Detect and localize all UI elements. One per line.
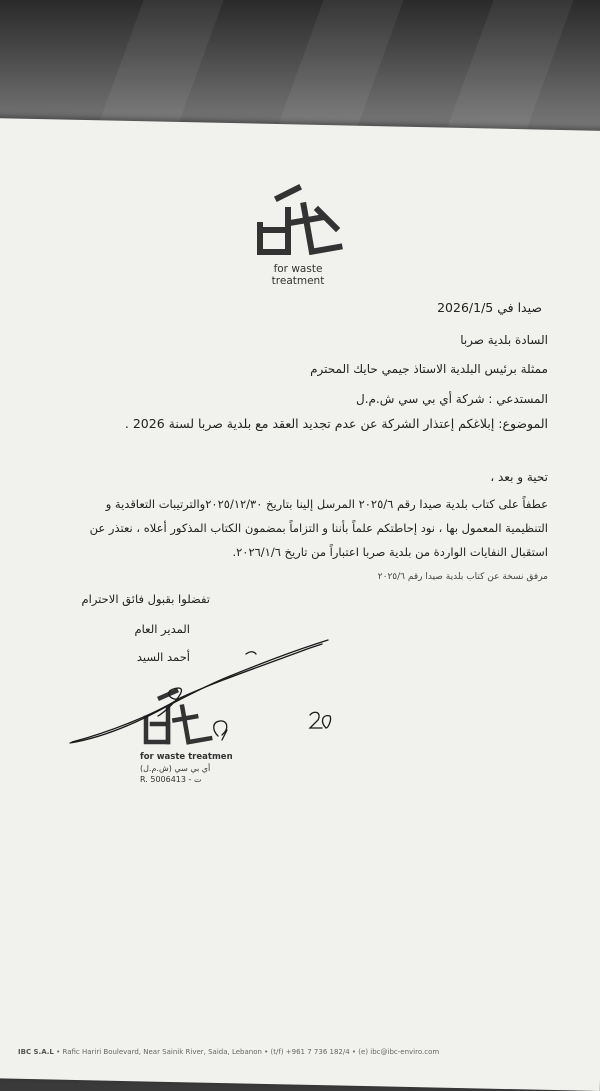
footer-web: (e) ibc@ibc-enviro.com (358, 1048, 440, 1056)
closing: تفضلوا بقبول فائق الاحترام (81, 592, 210, 606)
representative: ممثلة برئيس البلدية الاستاذ جيمي حايك المحترم (310, 362, 548, 376)
stamp-tagline: for waste treatmen (140, 752, 233, 762)
subject: الموضوع: إبلاغكم إعتذار الشركة عن عدم تجديد العقد مع بلدية صربا لسنة 2026 . (124, 416, 548, 431)
footer-company: IBC S.A.L (18, 1048, 54, 1056)
requester: المستدعي : شركة أي بي سي ش.م.ل (355, 392, 548, 406)
signer-title: المدير العام (134, 622, 190, 636)
body-line: التنظيمية المعمول بها ، نود إحاطتكم علماً بأننا و التزاماً بمضمون الكتاب المذكور أعلاه ، نعتذر عن (89, 521, 548, 535)
body-line: استقبال النفايات الواردة من بلدية صربا اعتباراً من تاريخ ٢٠٢٦/١/٦. (232, 545, 548, 559)
footer-phone: (t/f) +961 7 736 182/4 (270, 1048, 350, 1056)
attachment-note: مرفق نسخة عن كتاب بلدية صيدا رقم ٢٠٢٥/٦ (377, 572, 548, 582)
body-line: عطفاً على كتاب بلدية صيدا رقم ٢٠٢٥/٦ المرسل إلينا بتاريخ ٢٠٢٥/١٢/٣٠والترتيبات التعاقدية و (105, 497, 548, 511)
recipient: السادة بلدية صربا (460, 333, 548, 347)
footer-address: Rafic Hariri Boulevard, Near Sainik River, Saida, Lebanon (62, 1048, 262, 1056)
letter-date: صيدا في 2026/1/5 (437, 300, 542, 315)
stamp-company-ar: أي بي سي (ش.م.ل) (140, 764, 211, 773)
letter-footer: IBC S.A.L • Rafic Hariri Boulevard, Near Sainik River, Saida, Lebanon • (t/f) +961 7 736 182/4 • (e) ibc@ibc-enviro.com (18, 1048, 440, 1056)
stamp-registration: R. 5006413 - ت (140, 775, 202, 784)
greeting: تحية و بعد ، (490, 470, 548, 484)
signature (60, 618, 360, 758)
logo-tagline: for waste treatment (271, 263, 325, 287)
ibc-logo (248, 180, 348, 260)
signer-name: أحمد السيد (136, 650, 190, 664)
